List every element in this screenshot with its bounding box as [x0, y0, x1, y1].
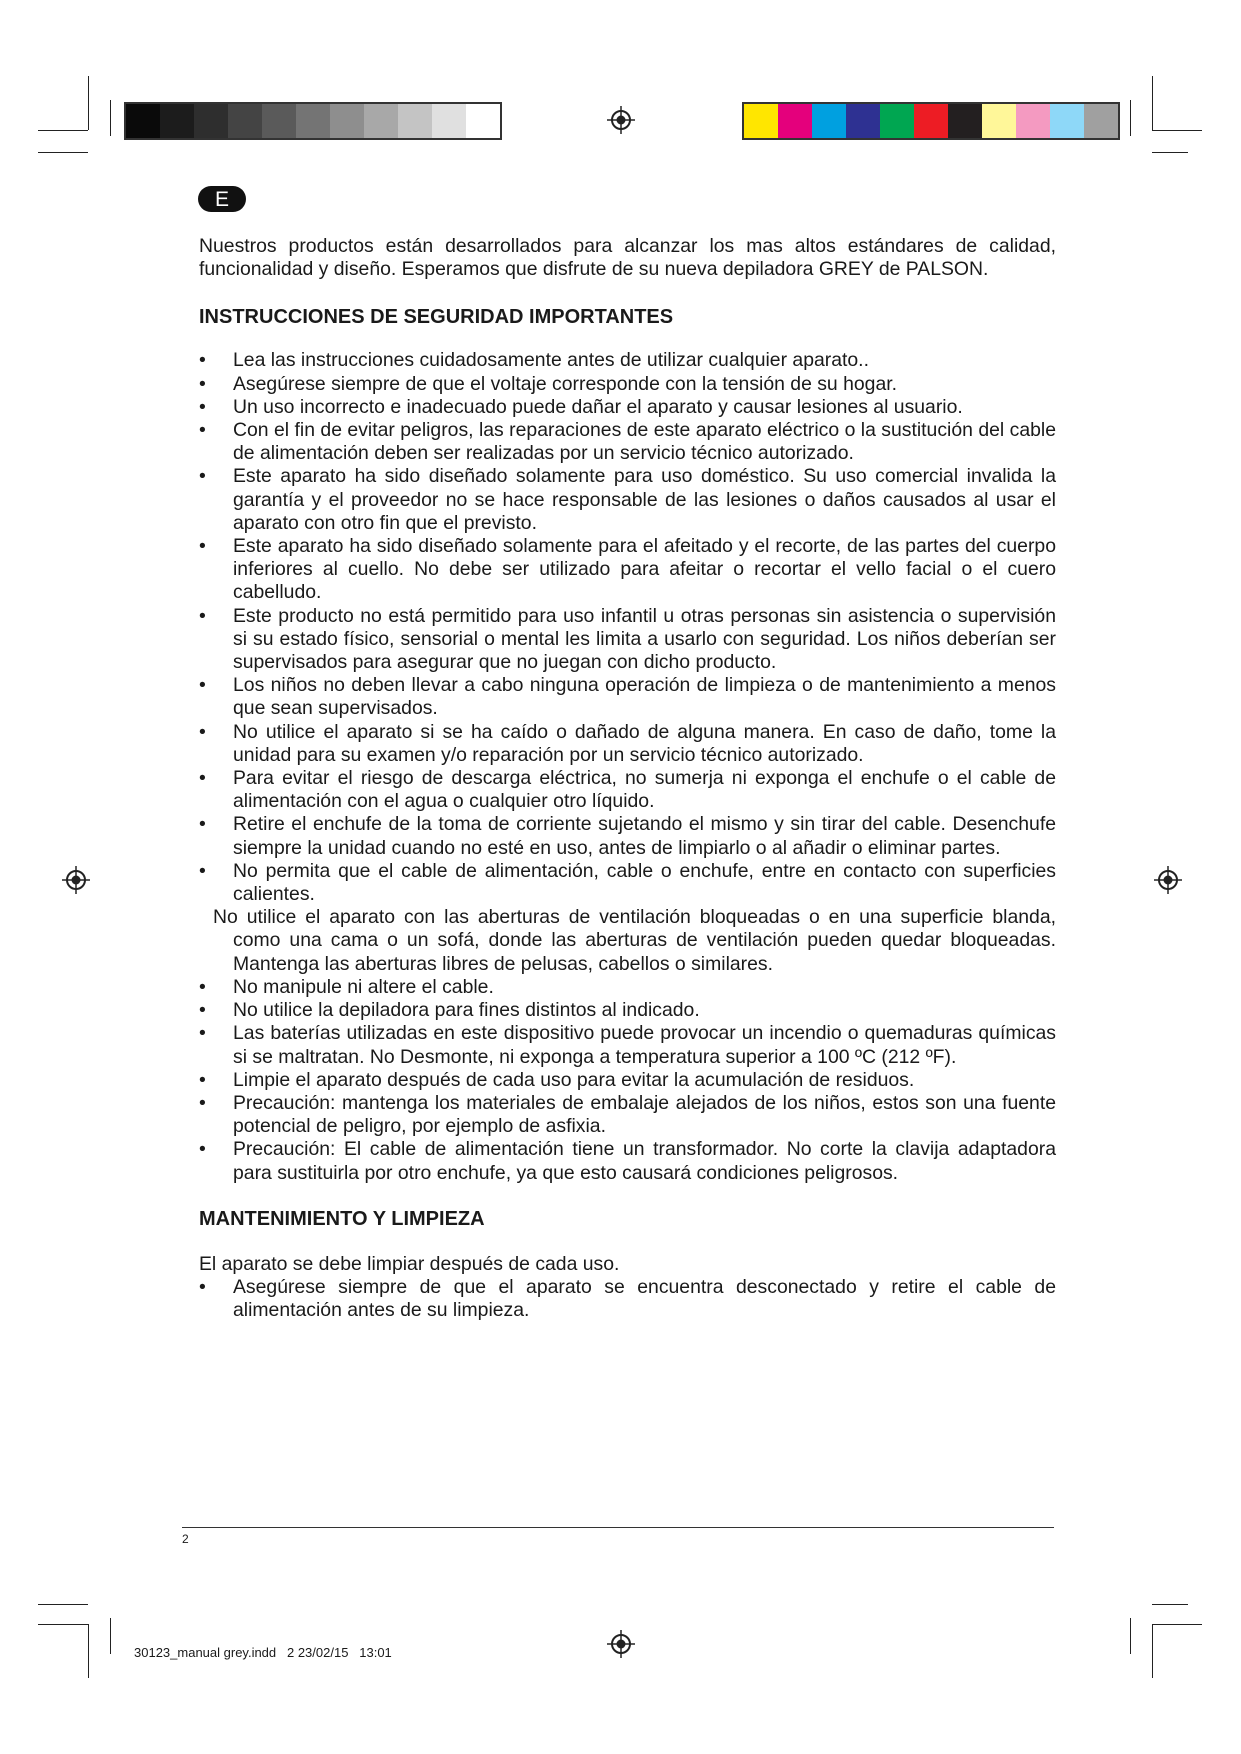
- crop-mark: [1152, 152, 1188, 153]
- list-item: • No utilice el aparato si se ha caído o dañado de alguna manera. En caso de daño, tome la unidad para su examen y/o reparación por un servicio técnico autorizado.: [199, 721, 1056, 767]
- color-swatch: [1016, 104, 1050, 138]
- list-item: • Precaución: El cable de alimentación tiene un transformador. No corte la clavija adaptadora para sustituirla por otro enchufe, ya que esto causará condiciones peligrosos.: [199, 1138, 1056, 1184]
- language-badge: E: [198, 186, 246, 212]
- color-swatch: [466, 104, 500, 138]
- list-item: • No utilice la depiladora para fines distintos al indicado.: [199, 999, 1056, 1022]
- color-swatch: [432, 104, 466, 138]
- footer-rule: [182, 1527, 1054, 1528]
- crop-mark: [38, 1624, 88, 1625]
- list-item: • Este aparato ha sido diseñado solamente para el afeitado y el recorte, de las partes del cuerpo inferiores al cuello. No debe ser utilizado para afeitar o recortar el vello facial o el cuero cabelludo.: [199, 535, 1056, 605]
- list-item: • Retire el enchufe de la toma de corriente sujetando el mismo y sin tirar del cable. Desenchufe siempre la unidad cuando no esté en uso, antes de limpiarlo o al añadir o eliminar partes.: [199, 813, 1056, 859]
- crop-mark: [1152, 1624, 1153, 1678]
- registration-mark-icon: [1154, 866, 1182, 894]
- list-item: • Las baterías utilizadas en este dispositivo puede provocar un incendio o quemaduras químicas si se maltratan. No Desmonte, ni exponga a temperatura superior a 100 ºC (212 ºF).: [199, 1022, 1056, 1068]
- crop-mark: [1130, 1618, 1131, 1654]
- color-calibration-bar: [742, 102, 1120, 140]
- color-swatch: [880, 104, 914, 138]
- crop-mark: [1130, 100, 1131, 136]
- crop-mark: [38, 152, 88, 153]
- list-item: • Precaución: mantenga los materiales de embalaje alejados de los niños, estos son una fuente potencial de peligro, por ejemplo de asfixia.: [199, 1092, 1056, 1138]
- list-item: • Limpie el aparato después de cada uso para evitar la acumulación de residuos.: [199, 1069, 1056, 1092]
- maintenance-list: [199, 1276, 1056, 1322]
- list-item: • No manipule ni altere el cable.: [199, 976, 1056, 999]
- crop-mark: [110, 1618, 111, 1654]
- document-body: [199, 235, 1056, 1322]
- list-item: • Un uso incorrecto e inadecuado puede dañar el aparato y causar lesiones al usuario.: [199, 396, 1056, 419]
- print-slug: 30123_manual grey.indd 2 23/02/15 13:01: [134, 1645, 392, 1660]
- crop-mark: [110, 100, 111, 136]
- color-swatch: [914, 104, 948, 138]
- color-swatch: [330, 104, 364, 138]
- list-item: • No permita que el cable de alimentación, cable o enchufe, entre en contacto con superficies calientes.: [199, 860, 1056, 906]
- registration-mark-icon: [607, 106, 635, 134]
- color-swatch: [1050, 104, 1084, 138]
- maintenance-heading: MANTENIMIENTO Y LIMPIEZA: [199, 1207, 485, 1230]
- safety-list: [199, 349, 1056, 1184]
- color-swatch: [364, 104, 398, 138]
- list-item: • Con el fin de evitar peligros, las reparaciones de este aparato eléctrico o la sustitución del cable de alimentación deben ser realizadas por un servicio técnico autorizado.: [199, 419, 1056, 465]
- list-item: • Este producto no está permitido para uso infantil u otras personas sin asistencia o supervisión si su estado físico, sensorial o mental les limita a usarlo con seguridad. Los niños deberían ser supervisados para asegurar que no juegan con dicho producto.: [199, 605, 1056, 675]
- crop-mark: [38, 1604, 88, 1605]
- registration-mark-icon: [607, 1630, 635, 1658]
- crop-mark: [1152, 1624, 1202, 1625]
- intro-paragraph: Nuestros productos están desarrollados para alcanzar los mas altos estándares de calidad, funcionalidad y diseño. Esperamos que disfrute de su nueva depiladora GREY de PALSON.: [199, 235, 1056, 281]
- list-item: • Para evitar el riesgo de descarga eléctrica, no sumerja ni exponga el enchufe o el cable de alimentación con el agua o cualquier otro líquido.: [199, 767, 1056, 813]
- list-item: • Este aparato ha sido diseñado solamente para uso doméstico. Su uso comercial invalida la garantía y el proveedor no se hace responsable de las lesiones o daños causados al usar el aparato con otro fin que el previsto.: [199, 465, 1056, 535]
- list-item: • Asegúrese siempre de que el aparato se encuentra desconectado y retire el cable de alimentación antes de su limpieza.: [199, 1276, 1056, 1322]
- color-swatch: [126, 104, 160, 138]
- list-item: • Los niños no deben llevar a cabo ninguna operación de limpieza o de mantenimiento a menos que sean supervisados.: [199, 674, 1056, 720]
- color-swatch: [262, 104, 296, 138]
- color-swatch: [812, 104, 846, 138]
- color-swatch: [846, 104, 880, 138]
- crop-mark: [1152, 130, 1202, 131]
- crop-mark: [88, 1624, 89, 1678]
- crop-mark: [38, 130, 88, 131]
- color-swatch: [160, 104, 194, 138]
- crop-mark: [88, 76, 89, 130]
- crop-mark: [1152, 1604, 1188, 1605]
- registration-mark-icon: [62, 866, 90, 894]
- color-swatch: [228, 104, 262, 138]
- crop-mark: [1152, 76, 1153, 130]
- color-swatch: [982, 104, 1016, 138]
- color-swatch: [398, 104, 432, 138]
- safety-heading: INSTRUCCIONES DE SEGURIDAD IMPORTANTES: [199, 306, 674, 329]
- list-item: No utilice el aparato con las aberturas de ventilación bloqueadas o en una superficie blanda, como una cama o un sofá, donde las aberturas de ventilación pueden quedar bloqueadas. Mantenga las aberturas libres de pelusas, cabellos o similares.: [213, 906, 1056, 975]
- grayscale-calibration-bar: [124, 102, 502, 140]
- color-swatch: [1084, 104, 1118, 138]
- list-item: • Asegúrese siempre de que el voltaje corresponde con la tensión de su hogar.: [199, 373, 1056, 396]
- color-swatch: [296, 104, 330, 138]
- page-number: 2: [182, 1532, 189, 1546]
- color-swatch: [948, 104, 982, 138]
- color-swatch: [778, 104, 812, 138]
- list-item: • Lea las instrucciones cuidadosamente antes de utilizar cualquier aparato..: [199, 349, 1056, 372]
- color-swatch: [744, 104, 778, 138]
- maintenance-intro: El aparato se debe limpiar después de cada uso.: [199, 1252, 620, 1275]
- color-swatch: [194, 104, 228, 138]
